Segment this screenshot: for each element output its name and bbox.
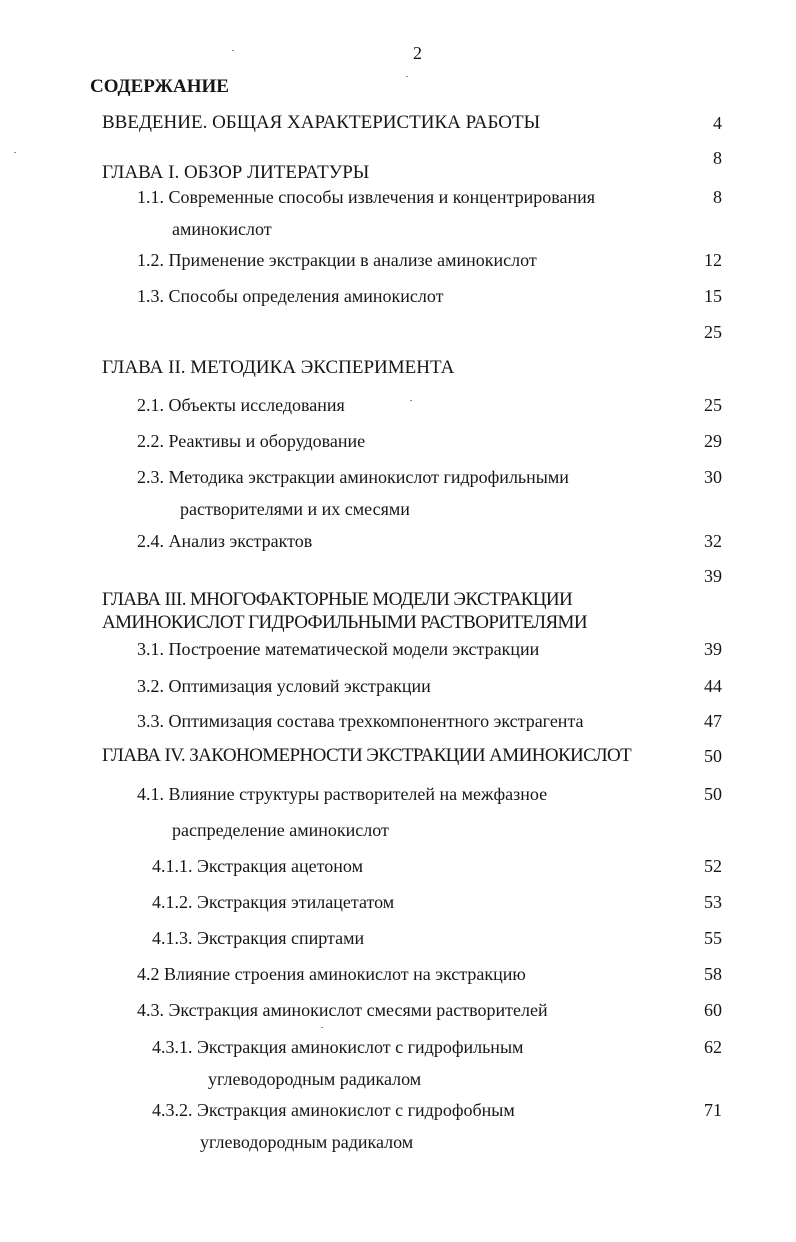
toc-page-4-1: 50 <box>704 784 722 804</box>
toc-page-1-1: 8 <box>713 187 722 207</box>
toc-page-4-1-1: 52 <box>704 856 722 876</box>
toc-entry-4-3-1[interactable]: 4.3.1. Экстракция аминокислот с гидрофильным <box>152 1037 524 1057</box>
toc-page-4-3-2: 71 <box>704 1100 722 1120</box>
toc-page-4-2: 58 <box>704 964 722 984</box>
toc-entry-4-3-2-continued: углеводородным радикалом <box>200 1132 414 1152</box>
toc-entry-1-2[interactable]: 1.2. Применение экстракции в анализе аминокислот <box>137 250 537 270</box>
toc-entry-4-3-1-continued: углеводородным радикалом <box>208 1069 422 1089</box>
page-number: 2 <box>413 43 422 63</box>
toc-page-chapter-4: 50 <box>704 746 722 766</box>
toc-entry-2-3[interactable]: 2.3. Методика экстракции аминокислот гидрофильными <box>137 467 569 487</box>
toc-entry-4-2[interactable]: 4.2 Влияние строения аминокислот на экстракцию <box>137 964 526 984</box>
toc-page-introduction: 4 <box>713 113 722 133</box>
toc-entry-introduction[interactable]: ВВЕДЕНИЕ. ОБЩАЯ ХАРАКТЕРИСТИКА РАБОТЫ <box>102 112 541 133</box>
toc-entry-4-3[interactable]: 4.3. Экстракция аминокислот смесями растворителей <box>137 1000 548 1020</box>
toc-entry-2-4[interactable]: 2.4. Анализ экстрактов <box>137 531 313 551</box>
toc-entry-1-1-continued: аминокислот <box>172 219 272 239</box>
toc-page-2-3: 30 <box>704 467 722 487</box>
toc-page-3-3: 47 <box>704 711 722 731</box>
toc-page-4-1-2: 53 <box>704 892 722 912</box>
toc-page-chapter-1: 8 <box>713 148 722 168</box>
toc-entry-chapter-4[interactable]: ГЛАВА IV. ЗАКОНОМЕРНОСТИ ЭКСТРАКЦИИ АМИНОКИСЛОТ <box>102 745 632 766</box>
toc-title: СОДЕРЖАНИЕ <box>90 76 229 97</box>
toc-entry-4-1-2[interactable]: 4.1.2. Экстракция этилацетатом <box>152 892 395 912</box>
toc-entry-3-2[interactable]: 3.2. Оптимизация условий экстракции <box>137 676 431 696</box>
toc-entry-4-1-continued: распределение аминокислот <box>172 820 389 840</box>
toc-page-chapter-2: 25 <box>704 322 722 342</box>
toc-page-3-1: 39 <box>704 639 722 659</box>
scan-speck <box>406 76 408 77</box>
scan-speck <box>321 1027 323 1028</box>
toc-entry-4-1-3[interactable]: 4.1.3. Экстракция спиртами <box>152 928 365 948</box>
toc-entry-3-3[interactable]: 3.3. Оптимизация состава трехкомпонентного экстрагента <box>137 711 584 731</box>
scan-speck <box>410 400 412 401</box>
toc-entry-2-1[interactable]: 2.1. Объекты исследования <box>137 395 345 415</box>
toc-page-4-3: 60 <box>704 1000 722 1020</box>
toc-page-4-3-1: 62 <box>704 1037 722 1057</box>
toc-entry-2-2[interactable]: 2.2. Реактивы и оборудование <box>137 431 366 451</box>
toc-page-2-1: 25 <box>704 395 722 415</box>
toc-page-1-2: 12 <box>704 250 722 270</box>
scan-speck <box>232 50 234 51</box>
toc-entry-2-3-continued: растворителями и их смесями <box>180 499 410 519</box>
toc-entry-chapter-2[interactable]: ГЛАВА II. МЕТОДИКА ЭКСПЕРИМЕНТА <box>102 357 455 378</box>
toc-entry-1-3[interactable]: 1.3. Способы определения аминокислот <box>137 286 444 306</box>
toc-entry-4-1-1[interactable]: 4.1.1. Экстракция ацетоном <box>152 856 363 876</box>
toc-entry-4-1[interactable]: 4.1. Влияние структуры растворителей на межфазное <box>137 784 548 804</box>
toc-entry-4-3-2[interactable]: 4.3.2. Экстракция аминокислот с гидрофобным <box>152 1100 515 1120</box>
toc-page-1-3: 15 <box>704 286 722 306</box>
toc-page-2-2: 29 <box>704 431 722 451</box>
toc-entry-3-1[interactable]: 3.1. Построение математической модели экстракции <box>137 639 540 659</box>
toc-page-4-1-3: 55 <box>704 928 722 948</box>
toc-page-3-2: 44 <box>704 676 722 696</box>
toc-entry-chapter-1[interactable]: ГЛАВА I. ОБЗОР ЛИТЕРАТУРЫ <box>102 162 370 183</box>
toc-page-2-4: 32 <box>704 531 722 551</box>
toc-entry-chapter-3[interactable]: ГЛАВА III. МНОГОФАКТОРНЫЕ МОДЕЛИ ЭКСТРАКЦИИ <box>102 589 573 610</box>
toc-entry-1-1[interactable]: 1.1. Современные способы извлечения и концентрирования <box>137 187 596 207</box>
toc-entry-chapter-3-continued: АМИНОКИСЛОТ ГИДРОФИЛЬНЫМИ РАСТВОРИТЕЛЯМИ <box>102 612 587 633</box>
toc-page-chapter-3: 39 <box>704 566 722 586</box>
scan-speck <box>14 152 16 153</box>
